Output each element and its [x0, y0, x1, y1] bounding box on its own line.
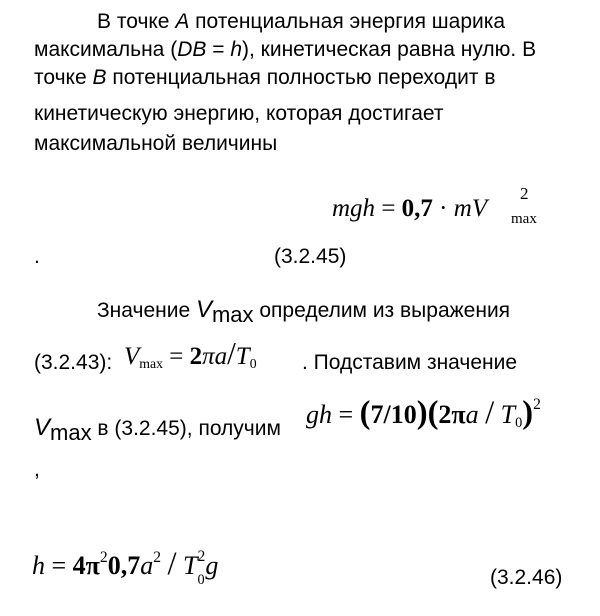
- para1-line2: максимальна (DB = h), кинетическая равна нулю. В: [34, 38, 537, 61]
- para1-line4: кинетическую энергию, которая достигает: [34, 102, 444, 125]
- para2-line3: Vmax в (3.2.45), получим: [34, 414, 281, 445]
- eq1-sup: 2: [520, 184, 529, 203]
- equation-3-2-45: mgh = 0,7 · mV: [332, 195, 488, 222]
- equation-gh: gh = (7/10)(2πa / T0)$^2$: [306, 395, 541, 431]
- para1-line1: В точке A потенциальная энергия шарика: [97, 10, 506, 33]
- equation-3-2-46: $h = 4\pi^20,7a^2 / T$ 2 0 g: [32, 546, 219, 588]
- para2-line2-ref: (3.2.43):: [34, 351, 113, 374]
- eq1-sub: max: [511, 211, 537, 227]
- eq1-number: (3.2.45): [274, 245, 347, 268]
- eq4-number: (3.2.46): [490, 566, 563, 589]
- equation-vmax: Vmax = 2πa/T0: [124, 336, 257, 371]
- para2-line2-post: . Подставим значение: [302, 351, 518, 374]
- eq1-dot: .: [34, 245, 40, 268]
- para1-line5: максимальной величины: [34, 132, 278, 155]
- para1-line3: точке B потенциальная полностью переходит в: [34, 66, 496, 89]
- para2-line1: Значение Vmax определим из выражения: [97, 296, 511, 327]
- para2-line4: ,: [34, 458, 40, 481]
